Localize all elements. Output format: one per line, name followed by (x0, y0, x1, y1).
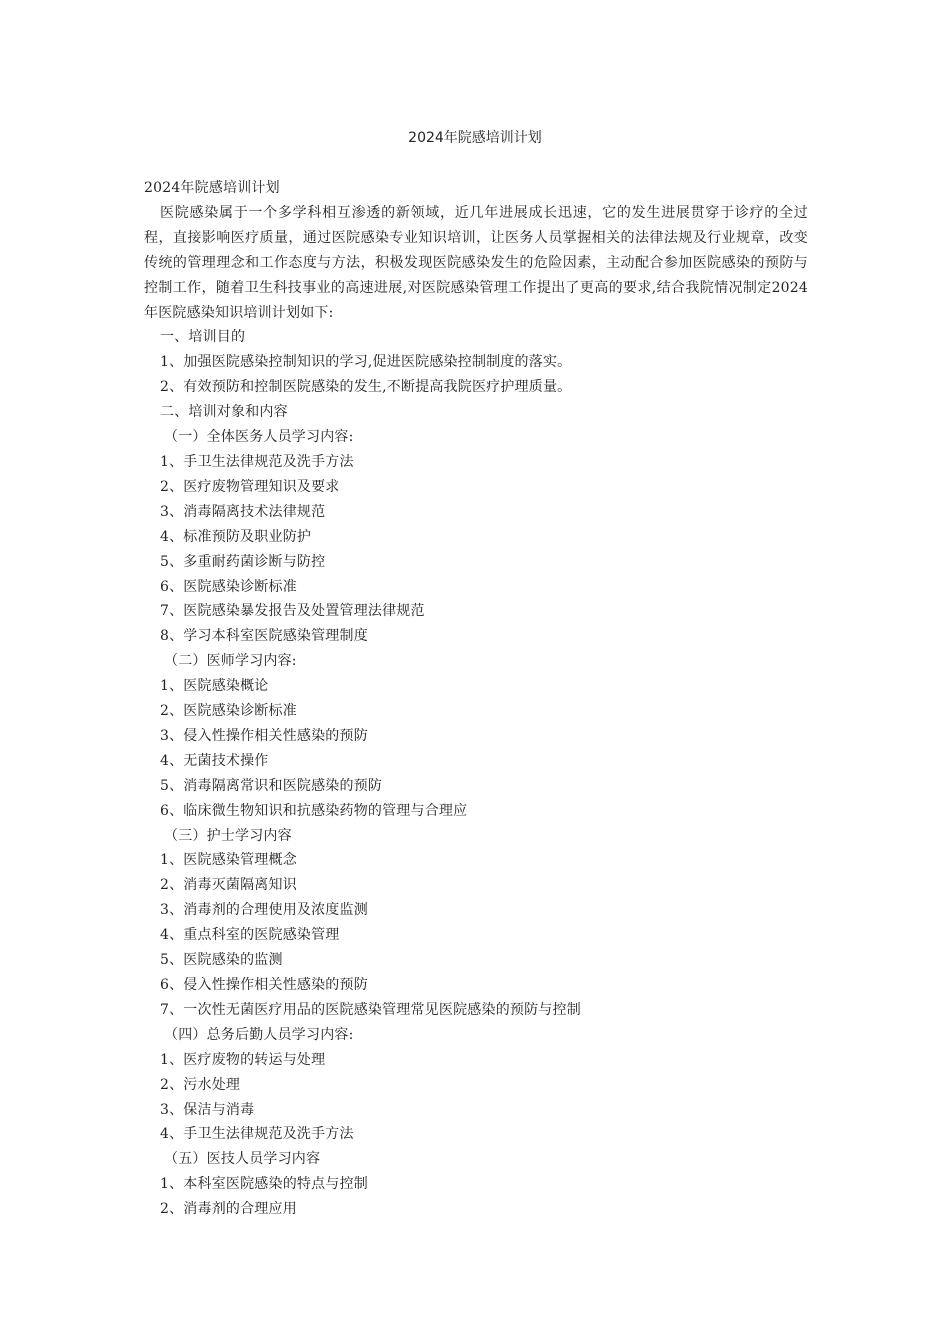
subsection-heading: （一）全体医务人员学习内容: (164, 429, 354, 446)
list-item: 2、消毒剂的合理应用 (160, 1201, 297, 1218)
list-item: 3、消毒剂的合理使用及浓度监测 (160, 902, 368, 919)
list-item: 1、加强医院感染控制知识的学习,促进医院感染控制制度的落实。 (160, 354, 572, 371)
list-item: 2、医院感染诊断标准 (160, 703, 297, 720)
list-item: 6、侵入性操作相关性感染的预防 (160, 977, 368, 993)
list-item: 7、医院感染暴发报告及处置管理法律规范 (160, 603, 425, 620)
subsection-heading: （二）医师学习内容: (164, 653, 297, 670)
section-heading: 一、培训目的 (160, 329, 246, 346)
list-item: 1、本科室医院感染的特点与控制 (160, 1176, 368, 1193)
subsection-heading: （五）医技人员学习内容 (164, 1151, 321, 1168)
list-item: 4、无菌技术操作 (160, 752, 269, 769)
list-item: 2、消毒灭菌隔离知识 (160, 877, 297, 894)
section-heading: 二、培训对象和内容 (160, 404, 288, 421)
list-item: 1、医疗废物的转运与处理 (160, 1051, 326, 1068)
subsection-heading: （四）总务后勤人员学习内容: (164, 1026, 354, 1043)
list-item: 2、有效预防和控制医院感染的发生,不断提高我院医疗护理质量。 (160, 379, 572, 396)
intro-paragraph: 医院感染属于一个多学科相互渗透的新领域，近几年进展成长迅速，它的发生进展贯穿于诊疗的全过程，直接影响医疗质量，通过医院感染专业知识培训，让医务人员掌握相关的法律法规及行业规章，改变传统的管理理念和工作态度与方法，积极发现医院感染发生的危险因素，主动配合参加医院感染的预防与控制工作，随着卫生科技事业的高速进展,对医院感染管理工作提出了更高的要求,结合我院情况制定2024年医院感染知识培训计划如下: (144, 204, 808, 321)
list-item: 2、污水处理 (160, 1076, 241, 1093)
list-item: 6、医院感染诊断标准 (160, 578, 297, 595)
page-title: 2024年院感培训计划 (408, 130, 542, 146)
list-item: 2、医疗废物管理知识及要求 (160, 478, 340, 495)
list-item: 5、消毒隔离常识和医院感染的预防 (160, 777, 383, 794)
list-item: 1、医院感染概论 (160, 678, 269, 695)
list-item: 4、重点科室的医院感染管理 (160, 927, 340, 944)
list-item: 3、侵入性操作相关性感染的预防 (160, 727, 368, 744)
list-item: 6、临床微生物知识和抗感染药物的管理与合理应 (160, 802, 468, 819)
subsection-heading: （三）护士学习内容 (164, 827, 292, 844)
list-item: 7、一次性无菌医疗用品的医院感染管理常见医院感染的预防与控制 (160, 1001, 581, 1018)
list-item: 3、消毒隔离技术法律规范 (160, 503, 326, 520)
list-item: 5、医院感染的监测 (160, 952, 283, 969)
document-body (144, 176, 808, 1222)
list-item: 3、保洁与消毒 (160, 1101, 255, 1118)
document-heading: 2024年院感培训计划 (144, 180, 280, 196)
list-item: 1、医院感染管理概念 (160, 852, 297, 869)
list-item: 1、手卫生法律规范及洗手方法 (160, 453, 354, 470)
list-item: 4、手卫生法律规范及洗手方法 (160, 1126, 354, 1143)
list-item: 5、多重耐药菌诊断与防控 (160, 553, 326, 570)
list-item: 4、标准预防及职业防护 (160, 528, 312, 545)
list-item: 8、学习本科室医院感染管理制度 (160, 628, 368, 645)
